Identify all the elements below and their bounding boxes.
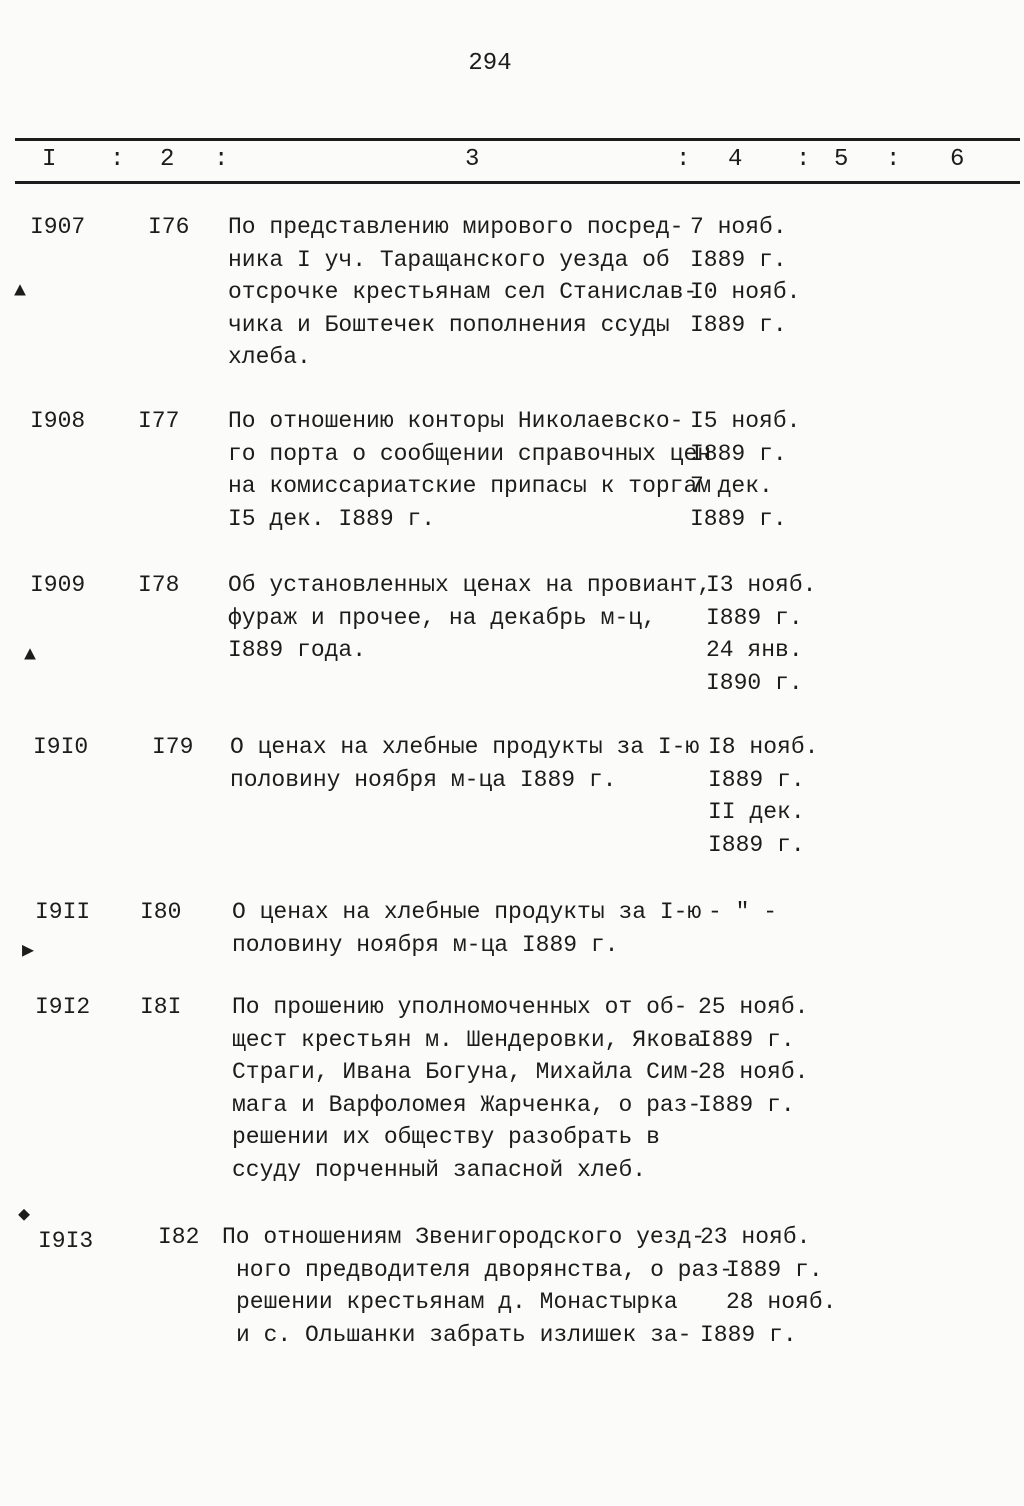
column-separator: :: [886, 146, 901, 173]
margin-mark-icon: ▲: [24, 644, 37, 667]
entry-description: [230, 731, 700, 796]
date-line: I890 г.: [706, 669, 803, 696]
column-separator: :: [214, 146, 229, 173]
description-line: По представлению мирового посред-: [228, 214, 684, 240]
entry-number: I9I3: [38, 1228, 94, 1254]
column-header-5: 5: [834, 146, 849, 173]
description-line: и с. Ольшанки забрать излишек за-: [236, 1321, 692, 1348]
date-line: I889 г.: [708, 766, 805, 793]
date-line: 24 янв.: [706, 637, 803, 663]
description-line: По прошению уполномоченных от об-: [232, 994, 688, 1020]
date-line: I3 нояб.: [706, 572, 817, 598]
description-line: щест крестьян м. Шендеровки, Якова: [232, 1026, 702, 1053]
column-header-4: 4: [728, 146, 743, 173]
date-line: I0 нояб.: [690, 279, 801, 305]
entry-description: [228, 405, 712, 535]
entry-number: I9I2: [35, 994, 91, 1020]
date-line: I889 г.: [690, 311, 787, 338]
description-line: мага и Варфоломея Жарченка, о раз-: [232, 1091, 702, 1118]
date-line: 23 нояб.: [700, 1224, 811, 1250]
column-header-3: 3: [465, 146, 480, 173]
date-line: 28 нояб.: [726, 1289, 837, 1315]
entry-description: [228, 569, 712, 667]
date-line: 25 нояб.: [698, 994, 809, 1020]
date-line: I5 нояб.: [690, 408, 801, 434]
date-line: I889 г.: [708, 831, 805, 858]
date-line: I889 г.: [700, 1321, 797, 1348]
date-line: I889 г.: [690, 440, 787, 467]
description-line: решении крестьянам д. Монастырка: [236, 1289, 678, 1315]
entry-number: I908: [30, 408, 86, 434]
column-header-6: 6: [950, 146, 965, 173]
date-line: I8 нояб.: [708, 734, 819, 760]
column-separator: :: [796, 146, 811, 173]
description-line: По отношению конторы Николаевско-: [228, 408, 684, 434]
date-line: I889 г.: [698, 1026, 795, 1053]
description-line: Страги, Ивана Богуна, Михайла Сим-: [232, 1059, 702, 1085]
margin-mark-icon: ◆: [18, 1204, 31, 1227]
header-rule-bottom: [15, 181, 1020, 184]
entry-dates: [700, 1221, 836, 1351]
description-line: чика и Боштечек пополнения ссуды: [228, 311, 670, 338]
date-line: I889 г.: [698, 1091, 795, 1118]
description-line: О ценах на хлебные продукты за I-ю: [230, 734, 700, 760]
date-line: I889 г.: [690, 505, 787, 532]
entry-dates: [690, 405, 800, 535]
description-line: I889 года.: [228, 637, 367, 663]
entry-dates: [708, 731, 818, 861]
header-rule-top: [15, 138, 1020, 141]
margin-mark-icon: ▲: [14, 280, 27, 303]
document-number: I8I: [140, 994, 182, 1020]
column-separator: :: [676, 146, 691, 173]
date-line: 28 нояб.: [698, 1059, 809, 1085]
entry-dates: [706, 569, 816, 699]
entry-number: I9I0: [33, 734, 89, 760]
date-line: - " -: [708, 899, 778, 925]
entry-description: [232, 896, 702, 961]
column-separator: :: [110, 146, 125, 173]
description-line: решении их обществу разобрать в: [232, 1124, 660, 1150]
description-line: фураж и прочее, на декабрь м-ц,: [228, 604, 656, 631]
entry-description: [222, 1221, 733, 1351]
description-line: отсрочке крестьянам сел Станислав-: [228, 279, 698, 305]
description-line: ника I уч. Таращанского уезда об: [228, 246, 670, 273]
page-number: 294: [468, 50, 512, 77]
document-number: I82: [158, 1224, 200, 1250]
entry-description: [228, 211, 698, 374]
margin-mark-icon: ▶: [22, 940, 35, 963]
date-line: 7 дек.: [690, 473, 773, 499]
description-line: I5 дек. I889 г.: [228, 505, 436, 532]
description-line: половину ноября м-ца I889 г.: [230, 766, 617, 793]
description-line: на комиссариатские припасы к торгам: [228, 473, 712, 499]
document-number: I78: [138, 572, 180, 598]
date-line: I889 г.: [690, 246, 787, 273]
entry-number: I9II: [35, 899, 91, 925]
document-number: I80: [140, 899, 182, 925]
entry-description: [232, 991, 702, 1186]
description-line: ного предводителя дворянства, о раз-: [236, 1256, 733, 1283]
entry-dates: [698, 991, 808, 1121]
description-line: Об установленных ценах на провиант,: [228, 572, 712, 598]
date-line: I889 г.: [726, 1256, 823, 1283]
document-number: I77: [138, 408, 180, 434]
column-header-2: 2: [160, 146, 175, 173]
document-number: I76: [148, 214, 190, 240]
date-line: I889 г.: [706, 604, 803, 631]
description-line: О ценах на хлебные продукты за I-ю: [232, 899, 702, 925]
description-line: ссуду порченный запасной хлеб.: [232, 1156, 647, 1183]
description-line: го порта о сообщении справочных цен: [228, 440, 712, 467]
document-number: I79: [152, 734, 194, 760]
entry-number: I907: [30, 214, 86, 240]
entry-dates: [708, 896, 777, 929]
entry-number: I909: [30, 572, 86, 598]
entry-dates: [690, 211, 800, 341]
description-line: хлеба.: [228, 344, 311, 370]
date-line: 7 нояб.: [690, 214, 787, 240]
date-line: II дек.: [708, 799, 805, 825]
description-line: По отношениям Звенигородского уезд-: [222, 1224, 706, 1250]
column-header-1: I: [42, 146, 57, 173]
description-line: половину ноября м-ца I889 г.: [232, 931, 619, 958]
